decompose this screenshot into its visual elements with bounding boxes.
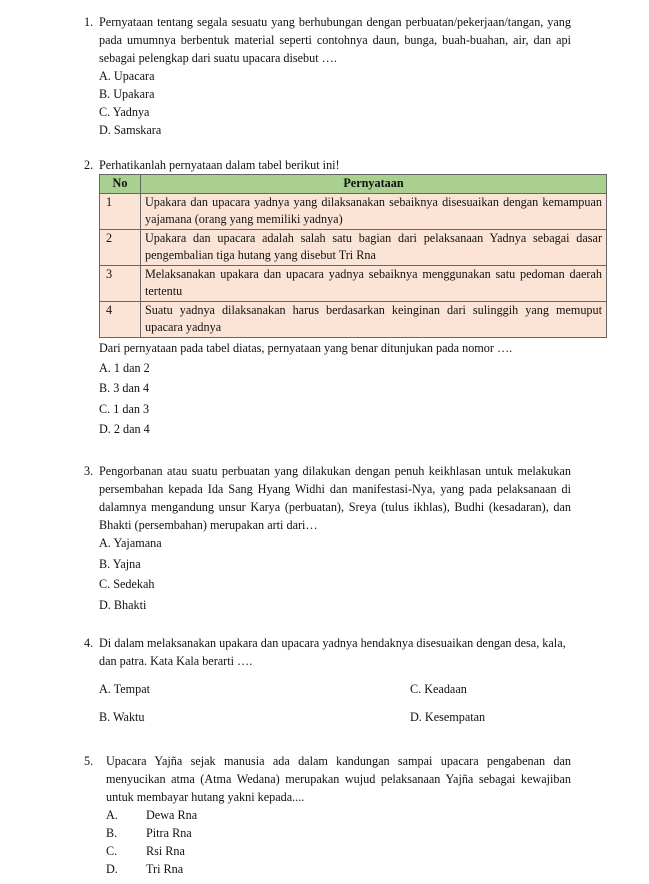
question-5 [84, 752, 571, 878]
option-letter: B. [106, 826, 118, 840]
statement-table [99, 174, 607, 338]
option-a[interactable]: A. Tempat [99, 682, 151, 696]
question-number: 5. [84, 754, 94, 768]
row-statement: Upakara dan upacara adalah salah satu bagian dari pelaksanaan Yadnya sebagai dasar pengembalian tiga hutang yang disebut Tri Rna [141, 229, 607, 265]
question-text: Di dalam melaksanakan upakara dan upacara yadnya hendaknya disesuaikan dengan desa, kala, dan patra. Kata Kala berarti …. [99, 636, 566, 668]
option-c[interactable]: C. Yadnya [99, 105, 150, 119]
question-text: Pengorbanan atau suatu perbuatan yang dilakukan dengan penuh keikhlasan untuk melakukan persembahan kepada Ida Sang Hyang Widhi dan manifestasi-Nya, yang pada pelaksanaan di dalamnya mengandung unsur Karya (perbuatan), Sreya (tulus ikhlas), Budhi (kesadaran), dan Bhakti (persembahan) merupakan arti dari… [99, 464, 571, 532]
question-3 [84, 462, 571, 616]
row-number: 4 [100, 301, 141, 337]
followup-text: Dari pernyataan pada tabel diatas, pernyataan yang benar ditunjukan pada nomor …. [99, 340, 513, 355]
option-d[interactable]: D. 2 dan 4 [99, 422, 150, 436]
option-d[interactable]: D. Bhakti [99, 597, 147, 612]
option-b[interactable]: B. Yajna [99, 556, 141, 571]
table-row [100, 193, 607, 229]
option-letter: C. [106, 844, 118, 858]
table-header-row [100, 175, 607, 194]
row-statement: Upakara dan upacara yadnya yang dilaksanakan sebaiknya disesuaikan dengan kemampuan yajamana (orang yang memiliki yadnya) [141, 193, 607, 229]
question-text: Perhatikanlah pernyataan dalam tabel berikut ini! [99, 158, 340, 172]
option-label: Rsi Rna [146, 844, 185, 858]
options-row [99, 680, 571, 698]
question-1 [84, 13, 571, 139]
question-number: 3. [84, 464, 94, 478]
column-header-no: No [100, 175, 141, 194]
question-text: Pernyataan tentang segala sesuatu yang berhubungan dengan perbuatan/pekerjaan/tangan, yang pada umumnya berbentuk material seperti contohnya daun, bunga, buah-buahan, air, dan api sebagai pelengkap dari suatu upacara disebut …. [99, 15, 571, 65]
option-label: Pitra Rna [146, 826, 192, 840]
options-list [99, 359, 609, 441]
option-label: Dewa Rna [146, 808, 198, 822]
row-statement: Suatu yadnya dilaksanakan harus berdasarkan keinginan dari sulinggih yang memuput upacara yadnya [141, 301, 607, 337]
option-b[interactable] [106, 824, 571, 842]
question-2 [84, 156, 609, 441]
options-list [99, 534, 571, 616]
options-row [99, 708, 571, 726]
option-b[interactable]: B. Upakara [99, 87, 155, 101]
row-number: 3 [100, 265, 141, 301]
question-text: Upacara Yajña sejak manusia ada dalam kandungan sampai upacara pengabenan dan menyucikan atma (Atma Wedana) merupakan wujud pelaksanaan Yajña sebagai kewajiban untuk membayar hutang yakni kepada.... [106, 754, 571, 804]
table-row [100, 301, 607, 337]
option-c[interactable] [106, 842, 571, 860]
option-d[interactable]: D. Samskara [99, 123, 162, 137]
option-a[interactable] [106, 806, 571, 824]
option-label: Tri Rna [146, 862, 184, 876]
option-a[interactable]: A. Yajamana [99, 536, 162, 550]
option-c[interactable]: C. Keadaan [410, 682, 467, 696]
option-letter: D. [106, 862, 118, 876]
options-list [99, 67, 571, 139]
option-d[interactable]: D. Kesempatan [410, 710, 486, 724]
question-number: 2. [84, 158, 94, 172]
row-number: 2 [100, 229, 141, 265]
option-b[interactable]: B. Waktu [99, 710, 145, 724]
question-4 [84, 634, 571, 726]
table-row [100, 229, 607, 265]
table-row [100, 265, 607, 301]
option-letter: A. [106, 808, 118, 822]
column-header-statement: Pernyataan [141, 175, 607, 194]
question-number: 1. [84, 15, 94, 29]
option-d[interactable] [106, 860, 571, 878]
option-c[interactable]: C. 1 dan 3 [99, 401, 150, 416]
options-list [106, 806, 571, 878]
row-number: 1 [100, 193, 141, 229]
option-c[interactable]: C. Sedekah [99, 577, 155, 591]
row-statement: Melaksanakan upakara dan upacara yadnya sebaiknya menggunakan satu pedoman daerah tertentu [141, 265, 607, 301]
question-number: 4. [84, 636, 94, 650]
option-a[interactable]: A. Upacara [99, 69, 155, 83]
option-b[interactable]: B. 3 dan 4 [99, 381, 150, 395]
option-a[interactable]: A. 1 dan 2 [99, 360, 150, 375]
